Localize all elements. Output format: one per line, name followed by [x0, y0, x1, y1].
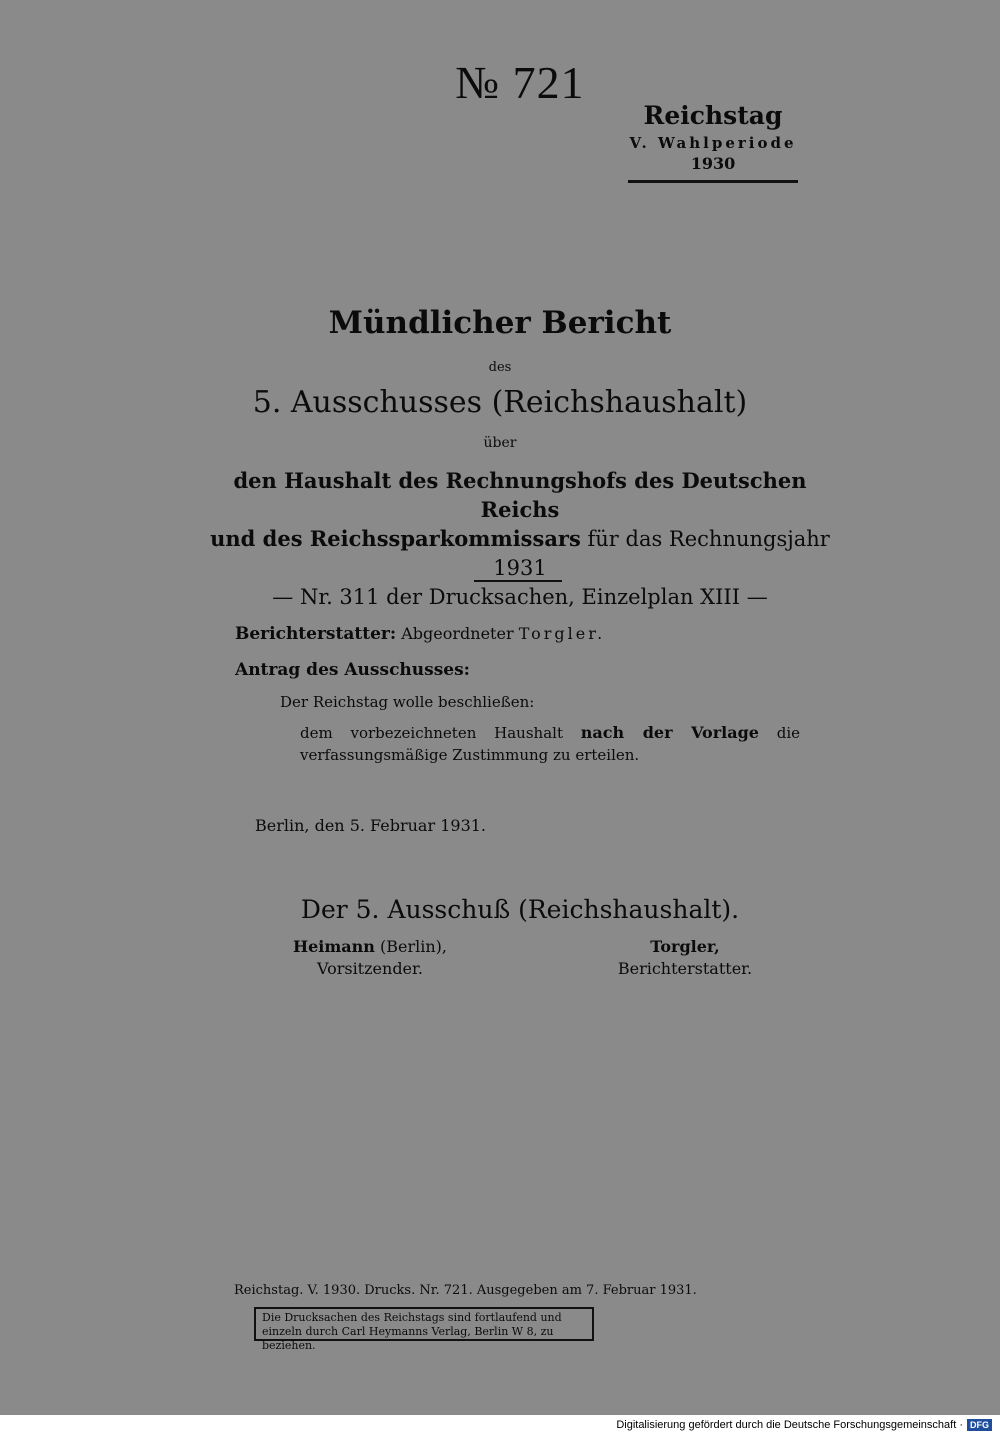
report-title: Mündlicher Bericht [328, 305, 672, 341]
dfg-logo-icon: DFG [967, 1419, 992, 1431]
report-subject [200, 466, 840, 612]
motion-label: Antrag des Ausschusses: [235, 660, 470, 680]
word-des: des [488, 360, 512, 375]
committee-heading: 5. Ausschusses (Reichshaushalt) [252, 385, 748, 420]
reporter-name: Torgler. [518, 624, 606, 643]
reichstag-period: V. Wahlperiode [629, 134, 797, 152]
subject-line-1: den Haushalt des Rechnungshofs des Deutschen Reichs [233, 468, 807, 522]
signatory-reporter-role: Berichterstatter. [617, 959, 753, 978]
committee-signature: Der 5. Ausschuß (Reichshaushalt). [300, 895, 740, 924]
digitization-credit [600, 1418, 992, 1432]
reporter-label: Berichterstatter: [235, 624, 397, 644]
document-number: № 721 [455, 57, 585, 108]
footer-print-info: Reichstag. V. 1930. Drucks. Nr. 721. Ausgegeben am 7. Februar 1931. [234, 1283, 697, 1298]
signatory-chair-suffix: (Berlin), [374, 937, 447, 956]
motion-line-2 [300, 722, 800, 766]
motion-line-2-bold: nach der Vorlage [580, 723, 759, 742]
motion-line-2-b: die verfassungsmäßige Zustimmung zu erteilen. [300, 724, 801, 764]
reichstag-rule [628, 180, 798, 183]
subject-line-2 [200, 524, 840, 583]
signatory-chair-name-line [280, 936, 460, 958]
footer-distribution-note: Die Drucksachen des Reichstags sind fortlaufend und einzeln durch Carl Heymanns Verlag, Berlin W 8, zu beziehen. [254, 1307, 594, 1341]
subject-line-2-rest: für das Rechnungsjahr 1931 [493, 527, 830, 580]
place-date: Berlin, den 5. Februar 1931. [255, 816, 487, 835]
subject-line-2-bold: und des Reichssparkommissars [210, 526, 581, 551]
section-divider [474, 580, 562, 582]
signatory-reporter-name: Torgler, [650, 937, 720, 956]
word-ueber: über [483, 435, 517, 451]
reichstag-title: Reichstag [643, 101, 783, 130]
signatory-chair [280, 936, 460, 980]
motion-line-1: Der Reichstag wolle beschließen: [280, 693, 535, 711]
digitization-credit-text: Digitalisierung gefördert durch die Deutsche Forschungsgemeinschaft · [616, 1419, 963, 1431]
signatory-chair-name: Heimann [292, 937, 375, 956]
reichstag-year: 1930 [690, 154, 736, 173]
reporter-prefix: Abgeordneter [401, 624, 514, 643]
subject-line-3: — Nr. 311 der Drucksachen, Einzelplan XIII — [272, 585, 768, 609]
reporter-line [235, 624, 835, 644]
motion-line-2-a: dem vorbezeichneten Haushalt [300, 724, 581, 742]
signatory-reporter [600, 936, 770, 980]
reichstag-header [626, 100, 800, 174]
signatory-chair-role: Vorsitzender. [316, 959, 423, 978]
